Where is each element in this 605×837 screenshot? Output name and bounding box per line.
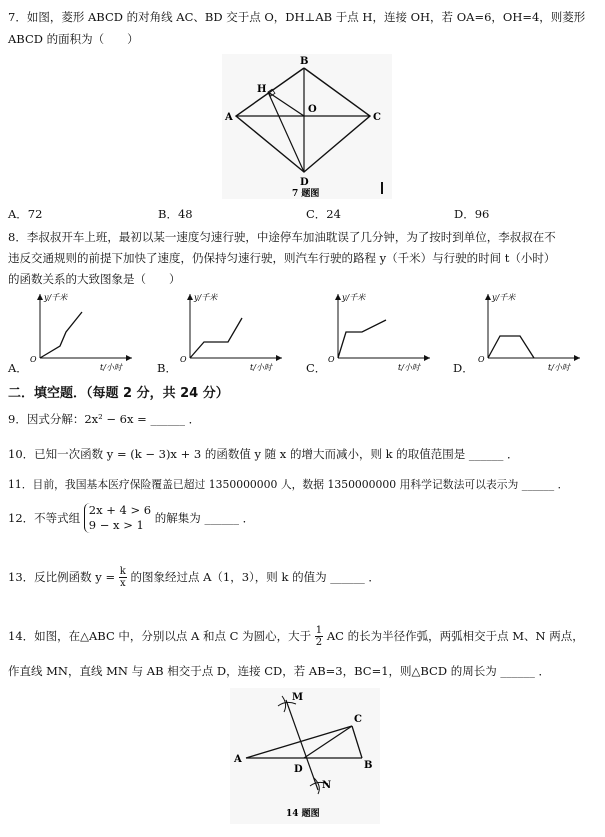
q13-suffix: 的图象经过点 A（1，3），则 k 的值为 xyxy=(130,570,327,584)
q7-option-a: A．72 xyxy=(8,207,43,221)
q7-cursor-mark xyxy=(381,182,383,194)
q8c-origin: O xyxy=(328,355,335,364)
q12-eq2: 9 − x > 1 xyxy=(88,518,144,532)
section-title: 二．填空题．（每题 2 分，共 24 分） xyxy=(8,386,229,401)
q14-figure xyxy=(230,688,380,824)
q8-line3: 的函数关系的大致图象是（ ） xyxy=(8,272,181,286)
q7-label-h: H xyxy=(257,84,267,95)
q14-line1 xyxy=(8,622,584,649)
q8d-origin: O xyxy=(478,355,485,364)
q14-line2-wrap xyxy=(8,664,550,678)
q8-option-a: A． xyxy=(8,361,28,375)
q7-label-b: B xyxy=(300,56,309,67)
q8c-axis-x: t/小时 xyxy=(398,363,420,372)
q14-num: 1 xyxy=(315,624,323,636)
q14-label-c: C xyxy=(354,714,362,725)
q12 xyxy=(8,503,254,533)
q8b-axis-x: t/小时 xyxy=(250,363,272,372)
q14-suffix: AC 的长为半径作弧，两弧相交于点 M、N 两点， xyxy=(326,629,584,643)
q8a-origin: O xyxy=(30,355,37,364)
q14-line2: 作直线 MN，直线 MN 与 AB 相交于点 D，连接 CD，若 AB=3，BC=1，则△BCD 的周长为 xyxy=(8,664,497,678)
q14-label-m: M xyxy=(292,692,304,703)
q8-option-d: D． xyxy=(453,361,474,375)
q7-figure xyxy=(222,54,392,199)
q14-den: 2 xyxy=(315,636,323,648)
q7-option-c: C．24 xyxy=(306,207,341,221)
q11-blank[interactable]: ______ xyxy=(521,478,555,491)
q12-system xyxy=(84,503,151,533)
q8d-axis-y: y/千米 xyxy=(492,293,516,302)
q7-caption: 7 题图 xyxy=(292,189,320,199)
q13-fraction xyxy=(119,566,127,589)
q8b-axis-y: y/千米 xyxy=(194,293,218,302)
q11-end: ． xyxy=(557,478,569,491)
q8d-axis-x: t/小时 xyxy=(548,363,570,372)
q14-label-n: N xyxy=(322,780,332,791)
q7-label-a: A xyxy=(225,112,233,123)
q7-option-b: B．48 xyxy=(158,207,193,221)
q8-graph-d xyxy=(470,290,590,372)
q8-option-b: B． xyxy=(157,361,177,375)
q13-num: k xyxy=(119,565,126,577)
q9 xyxy=(8,412,200,426)
q7-line1: 7．如图，菱形 ABCD 的对角线 AC、BD 交于点 O，DH⊥AB 于点 H，连接 OH，若 OA=6，OH=4，则菱形 xyxy=(8,10,586,24)
q14-blank[interactable]: ______ xyxy=(500,664,535,678)
q13-blank[interactable]: ______ xyxy=(330,570,365,584)
q14-label-a: A xyxy=(234,754,242,765)
q10 xyxy=(8,447,519,461)
q14-label-b: B xyxy=(364,760,373,771)
q11 xyxy=(8,478,568,492)
q7-label-c: C xyxy=(373,112,381,123)
q7-label-o: O xyxy=(308,104,317,115)
q8-line1: 8．李叔叔开车上班，最初以某一速度匀速行驶，中途停车加油耽误了几分钟，为了按时到单位，李叔叔在不 xyxy=(8,230,556,244)
q8-graph-c xyxy=(320,290,440,372)
q13-end: ． xyxy=(368,570,380,584)
q12-suffix: 的解集为 xyxy=(154,511,201,525)
q8-graph-a xyxy=(22,290,142,372)
q8-graph-b xyxy=(172,290,292,372)
q10-end: ． xyxy=(507,447,519,461)
q13-prefix: 13．反比例函数 y = xyxy=(8,570,116,584)
q14-label-d: D xyxy=(294,764,303,775)
q10-text: 10．已知一次函数 y = (k − 3)x + 3 的函数值 y 随 x 的增大而减小，则 k 的取值范围是 xyxy=(8,447,466,461)
q14-end: ． xyxy=(538,664,551,678)
q8-line2: 违反交通规则的前提下加快了速度，仍保持匀速行驶，则汽车行驶的路程 y（千米）与行驶的时间 t（小时） xyxy=(8,251,556,265)
q7-option-d: D．96 xyxy=(454,207,490,221)
q14-caption: 14 题图 xyxy=(286,809,320,819)
q8b-origin: O xyxy=(180,355,187,364)
q9-text: 9．因式分解：2x² − 6x = xyxy=(8,412,147,426)
q7-line2: ABCD 的面积为（ ） xyxy=(8,32,139,46)
q13-den: x xyxy=(119,577,126,589)
q8a-axis-y: y/千米 xyxy=(44,293,68,302)
q12-blank[interactable]: ______ xyxy=(204,511,239,525)
q14-prefix: 14．如图，在△ABC 中，分别以点 A 和点 C 为圆心，大于 xyxy=(8,629,312,643)
q13 xyxy=(8,563,380,590)
q8a-axis-x: t/小时 xyxy=(100,363,122,372)
q8c-axis-y: y/千米 xyxy=(342,293,366,302)
q9-blank[interactable]: ______ xyxy=(150,412,185,426)
q12-prefix: 12．不等式组 xyxy=(8,511,81,525)
q10-blank[interactable]: ______ xyxy=(468,447,504,461)
q8-option-c: C． xyxy=(306,361,327,375)
q12-eq1: 2x + 4 > 6 xyxy=(88,503,152,517)
q14-fraction xyxy=(315,625,323,648)
q7-label-d: D xyxy=(300,177,309,188)
q12-end: ． xyxy=(242,511,255,525)
q9-end: ． xyxy=(188,412,201,426)
q11-text: 11．目前，我国基本医疗保险覆盖已超过 1350000000 人，数据 1350000000 用科学记数法可以表示为 xyxy=(8,478,519,491)
